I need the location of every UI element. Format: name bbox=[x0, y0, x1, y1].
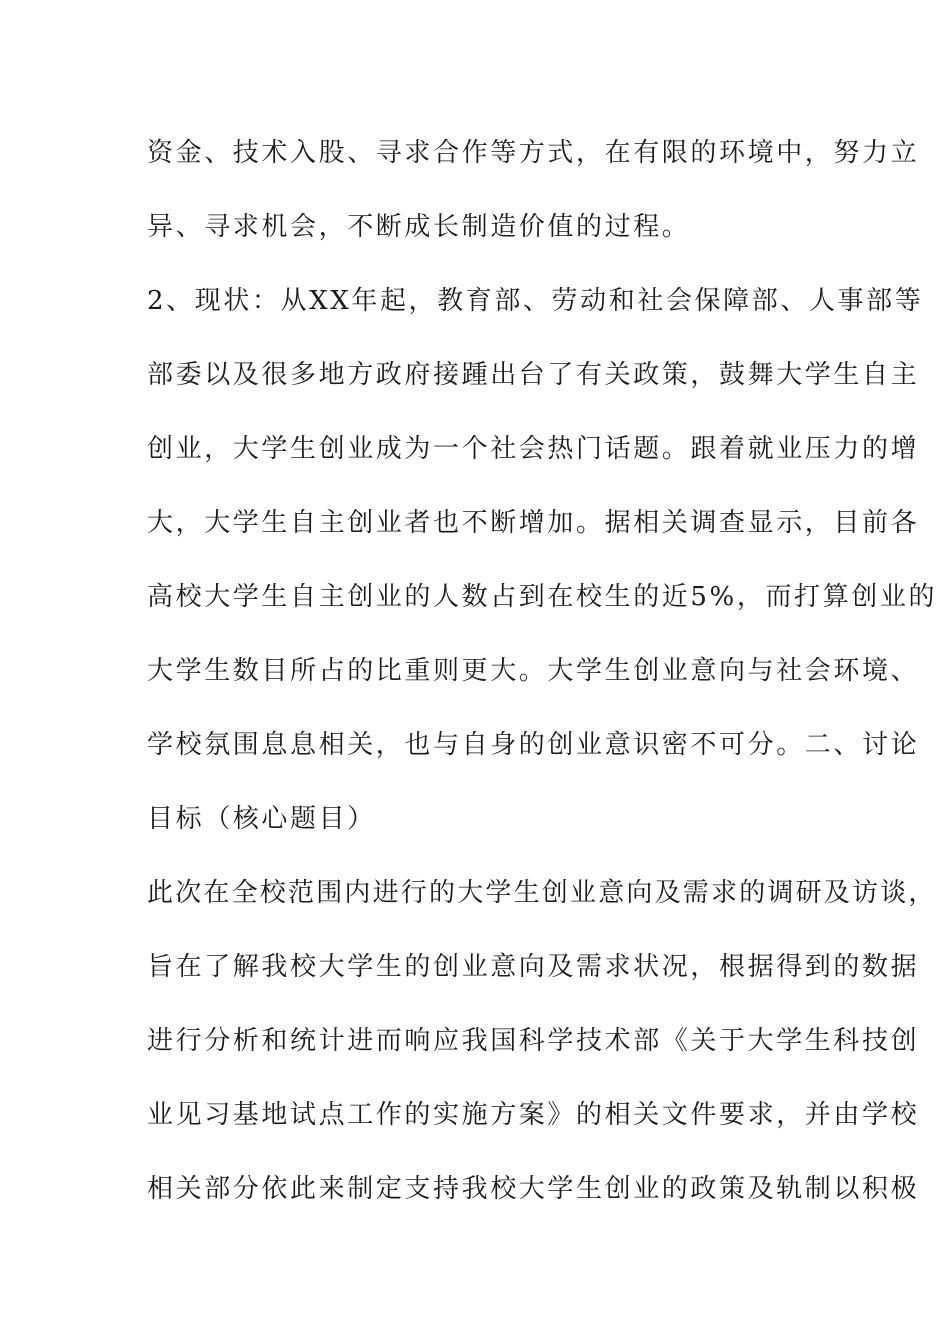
text-line: 此次在全校范围内进行的大学生创业意向及需求的调研及访谈， bbox=[147, 878, 937, 908]
text-line: 目标（核心题目） bbox=[147, 804, 376, 834]
text-line: 高校大学生自主创业的人数占到在校生的近5%，而打算创业的 bbox=[147, 582, 938, 612]
text-line: 相关部分依此来制定支持我校大学生创业的政策及轨制以积极 bbox=[147, 1174, 920, 1204]
text-line: 旨在了解我校大学生的创业意向及需求状况，根据得到的数据 bbox=[147, 952, 920, 982]
text-line: 部委以及很多地方政府接踵出台了有关政策，鼓舞大学生自主 bbox=[147, 360, 920, 390]
text-line: 异、寻求机会，不断成长制造价值的过程。 bbox=[147, 212, 691, 242]
text-line: 2、现状：从XX年起，教育部、劳动和社会保障部、人事部等 bbox=[147, 286, 924, 316]
text-line: 资金、技术入股、寻求合作等方式，在有限的环境中，努力立 bbox=[147, 138, 920, 168]
text-line: 进行分析和统计进而响应我国科学技术部《关于大学生科技创 bbox=[147, 1026, 920, 1056]
text-line: 大学生数目所占的比重则更大。大学生创业意向与社会环境、 bbox=[147, 656, 920, 686]
text-line: 创业，大学生创业成为一个社会热门话题。跟着就业压力的增 bbox=[147, 434, 920, 464]
text-line: 大，大学生自主创业者也不断增加。据相关调查显示，目前各 bbox=[147, 508, 920, 538]
text-line: 业见习基地试点工作的实施方案》的相关文件要求，并由学校 bbox=[147, 1100, 920, 1130]
text-line: 学校氛围息息相关，也与自身的创业意识密不可分。二、讨论 bbox=[147, 730, 920, 760]
